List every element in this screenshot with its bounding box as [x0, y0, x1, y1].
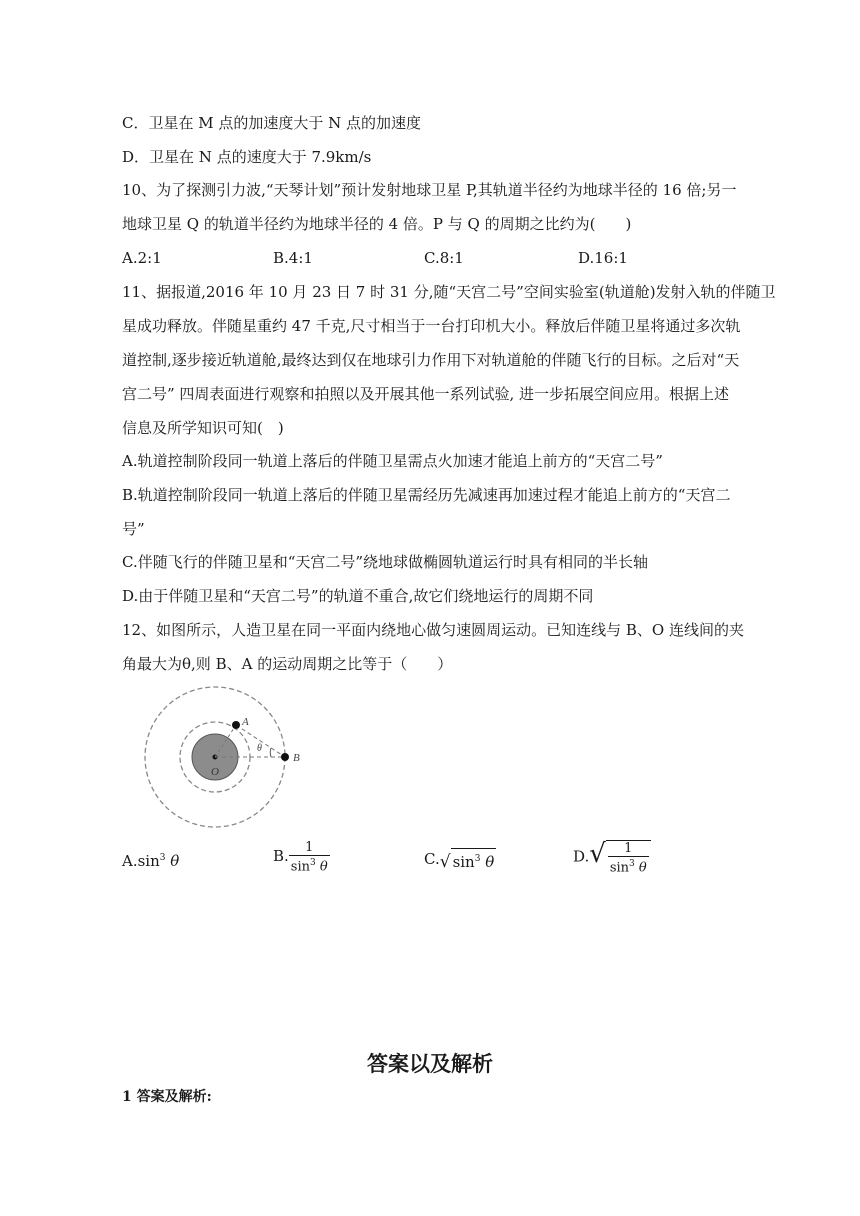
q12-option-c: C.√ $\sin^3 \theta$ — [424, 850, 495, 872]
satellite-a — [232, 721, 240, 729]
q12-option-d: D.√ $\frac{1}{\sin^3 \theta}$ — [573, 840, 651, 875]
label-theta: θ — [257, 743, 262, 754]
question-11-line5: 信息及所学知识可知( ) — [122, 419, 284, 437]
satellite-b — [281, 753, 289, 761]
orbit-figure — [140, 685, 330, 835]
q10-option-a: A.2:1 — [122, 249, 162, 267]
q11-option-d: D.由于伴随卫星和“天宫二号”的轨道不重合,故它们绕地运行的周期不同 — [122, 587, 594, 605]
question-11-line3: 道控制,逐步接近轨道舱,最终达到仅在地球引力作用下对轨道舱的伴随飞行的目标。之后对“天 — [122, 351, 740, 369]
question-10-line1: 10、为了探测引力波,“天琴计划”预计发射地球卫星 P,其轨道半径约为地球半径的 16 倍;另一 — [122, 181, 737, 199]
option-d-q9: D．卫星在 N 点的速度大于 7.9km/s — [122, 148, 372, 166]
label-a: A — [242, 716, 249, 728]
question-10-line2: 地球卫星 Q 的轨道半径约为地球半径的 4 倍。P 与 Q 的周期之比约为( ) — [122, 215, 632, 233]
q11-option-a: A.轨道控制阶段同一轨道上落后的伴随卫星需点火加速才能追上前方的“天宫二号” — [122, 452, 663, 470]
q12-option-b: B. $\frac{1}{\sin^3 \theta}$ — [273, 840, 328, 875]
answer-section-title: 答案以及解析 — [367, 1052, 493, 1076]
q11-option-b-line1: B.轨道控制阶段同一轨道上落后的伴随卫星需经历先减速再加速过程才能追上前方的“天宫二 — [122, 486, 731, 504]
q11-option-c: C.伴随飞行的伴随卫星和“天宫二号”绕地球做椭圆轨道运行时具有相同的半长轴 — [122, 553, 649, 571]
q10-option-b: B.4:1 — [273, 249, 313, 267]
q10-option-c: C.8:1 — [424, 249, 464, 267]
question-11-line1: 11、据报道,2016 年 10 月 23 日 7 时 31 分,随“天宫二号”空间实验室(轨道舱)发射入轨的伴随卫 — [122, 283, 776, 301]
option-c-q9: C．卫星在 M 点的加速度大于 N 点的加速度 — [122, 114, 422, 132]
q12-option-a: $A.\sin^3$ θ — [122, 852, 180, 870]
theta-arc — [270, 748, 271, 757]
q11-option-b-line2: 号” — [122, 520, 145, 538]
question-11-line2: 星成功释放。伴随星重约 47 千克,尺寸相当于一台打印机大小。释放后伴随卫星将通过多次轨 — [122, 317, 741, 335]
question-12-line2: 角最大为θ,则 B、A 的运动周期之比等于（ ） — [122, 655, 453, 673]
answer-item-1: 1 答案及解析: — [122, 1089, 212, 1105]
label-o: O — [211, 766, 219, 778]
label-b: B — [293, 752, 300, 764]
q10-option-d: D.16:1 — [578, 249, 628, 267]
question-12-line1: 12、如图所示，人造卫星在同一平面内绕地心做匀速圆周运动。已知连线与 B、O 连线间的夹 — [122, 621, 744, 639]
question-11-line4: 宫二号” 四周表面进行观察和拍照以及开展其他一系列试验, 进一步拓展空间应用。根据上述 — [122, 385, 729, 403]
